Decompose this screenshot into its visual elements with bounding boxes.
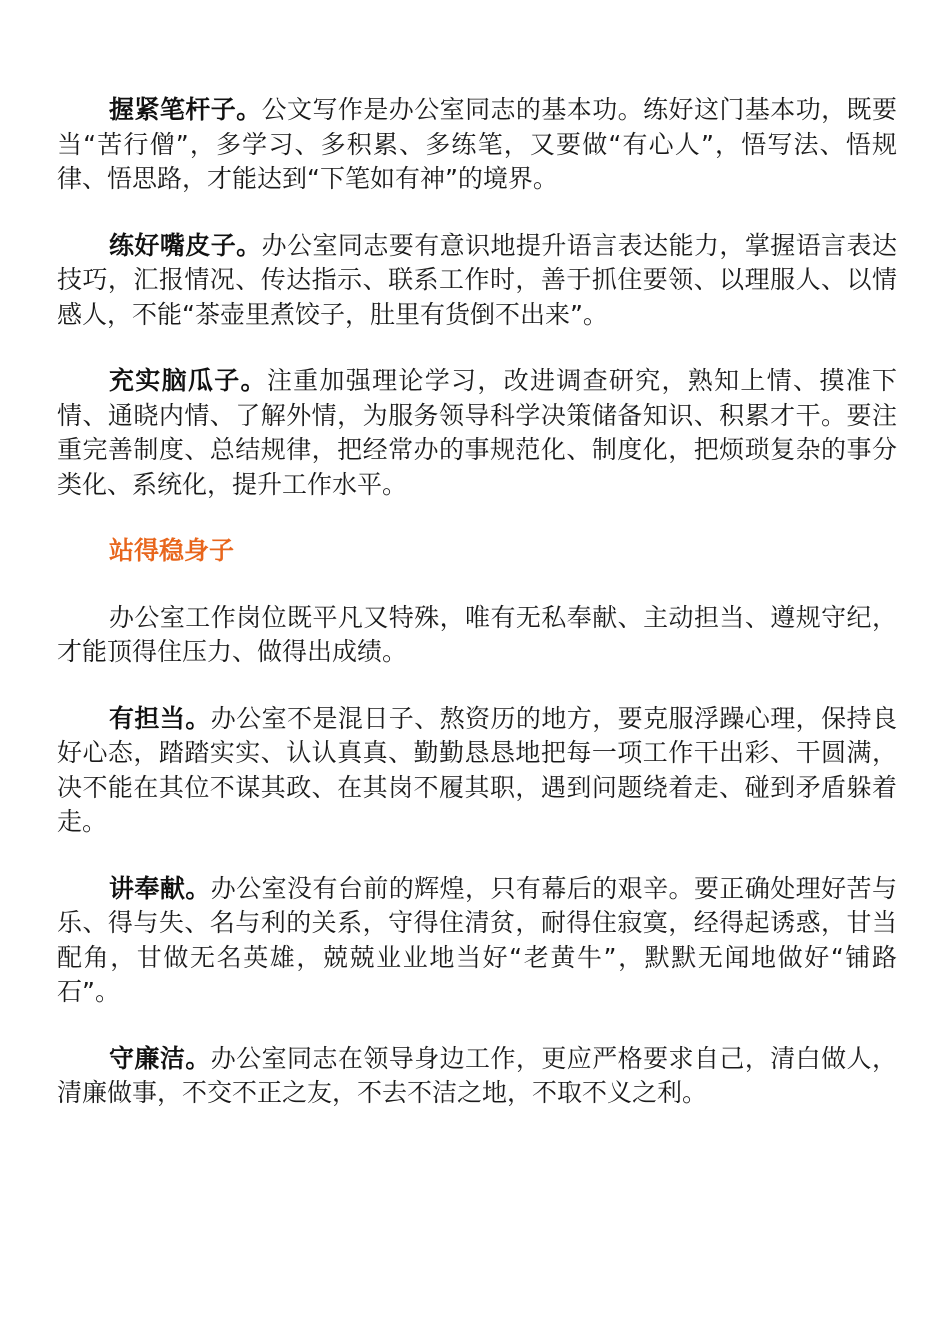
paragraph-lead: 守廉洁。 bbox=[109, 1043, 211, 1073]
section-heading: 站得稳身子 bbox=[109, 536, 235, 565]
paragraph-lead: 充实脑瓜子。 bbox=[109, 366, 267, 395]
paragraph-text: 办公室同志要有意识地提升语言表达能力，掌握语言表达技巧，汇报情况、传达指示、联系工作时，善于抓住要领、以理服人、以情感人，不能“茶壶里煮饺子，肚里有货倒不出来”。 bbox=[57, 230, 897, 329]
section-intro: 办公室工作岗位既平凡又特殊，唯有无私奉献、主动担当、遵规守纪，才能顶得住压力、做得出成绩。 bbox=[57, 602, 897, 666]
paragraph-dedication bbox=[57, 872, 897, 1010]
paragraph-lead: 练好嘴皮子。 bbox=[109, 230, 262, 260]
paragraph-text: 注重加强理论学习，改进调查研究，熟知上情、摸准下情、通晓内情、了解外情，为服务领导科学决策储备知识、积累才干。要注重完善制度、总结规律，把经常办的事规范化、制度化，把烦琐复杂的事分类化、系统化，提升工作水平。 bbox=[57, 366, 897, 499]
paragraph-lead: 讲奉献。 bbox=[109, 873, 211, 903]
paragraph-lead: 有担当。 bbox=[109, 703, 211, 733]
paragraph-responsibility bbox=[57, 702, 897, 840]
paragraph-lead: 握紧笔杆子。 bbox=[109, 95, 262, 124]
paragraph-text: 办公室没有台前的辉煌，只有幕后的艰辛。要正确处理好苦与乐、得与失、名与利的关系，守得住清贫，耐得住寂寞，经得起诱惑，甘当配角，甘做无名英雄，兢兢业业地当好“老黄牛”，默默无闻地做好“铺路石”。 bbox=[57, 873, 897, 1006]
paragraph-mind bbox=[57, 364, 897, 502]
paragraph-text: 办公室不是混日子、熬资历的地方，要克服浮躁心理，保持良好心态，踏踏实实、认认真真、勤勤恳恳地把每一项工作干出彩、干圆满，决不能在其位不谋其政、在其岗不履其职，遇到问题绕着走、碰到矛盾躲着走。 bbox=[57, 703, 897, 836]
paragraph-integrity bbox=[57, 1042, 897, 1111]
paragraph-speech bbox=[57, 229, 897, 333]
paragraph-pen bbox=[57, 93, 897, 197]
document-body bbox=[57, 93, 897, 1143]
paragraph-text: 公文写作是办公室同志的基本功。练好这门基本功，既要当“苦行僧”，多学习、多积累、多练笔，又要做“有心人”，悟写法、悟规律、悟思路，才能达到“下笔如有神”的境界。 bbox=[57, 95, 897, 193]
paragraph-text: 办公室同志在领导身边工作，更应严格要求自己，清白做人，清廉做事，不交不正之友，不去不洁之地，不取不义之利。 bbox=[57, 1043, 897, 1107]
